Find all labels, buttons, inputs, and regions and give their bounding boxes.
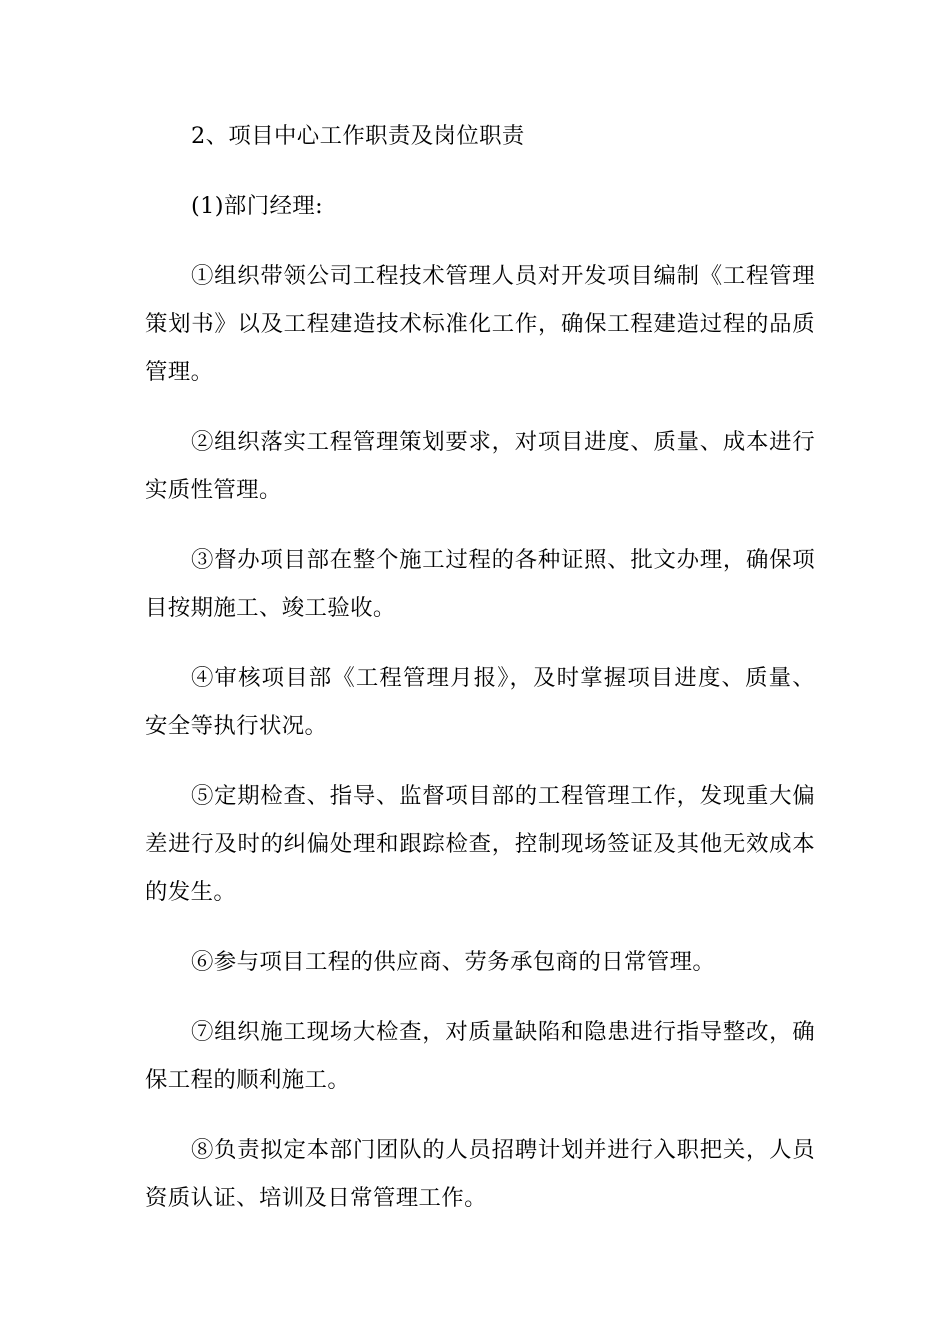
duty-item-3: ③督办项目部在整个施工过程的各种证照、批文办理，确保项目按期施工、竣工验收。 (145, 547, 815, 621)
duty-item-7: ⑦组织施工现场大检查，对质量缺陷和隐患进行指导整改，确保工程的顺利施工。 (145, 1019, 815, 1093)
duty-item-4: ④审核项目部《工程管理月报》，及时掌握项目进度、质量、安全等执行状况。 (145, 665, 815, 739)
document-body (145, 112, 815, 1244)
section-heading: 2、项目中心工作职责及岗位职责 (191, 123, 525, 149)
duty-item-8: ⑧负责拟定本部门团队的人员招聘计划并进行入职把关，人员资质认证、培训及日常管理工作。 (145, 1137, 815, 1211)
duty-item-2: ②组织落实工程管理策划要求，对项目进度、质量、成本进行实质性管理。 (145, 429, 815, 503)
role-subheading: (1)部门经理: (191, 193, 324, 219)
duty-item-5: ⑤定期检查、指导、监督项目部的工程管理工作，发现重大偏差进行及时的纠偏处理和跟踪检查，控制现场签证及其他无效成本的发生。 (145, 783, 815, 905)
duty-item-6: ⑥参与项目工程的供应商、劳务承包商的日常管理。 (191, 949, 716, 975)
duty-item-1: ①组织带领公司工程技术管理人员对开发项目编制《工程管理策划书》以及工程建造技术标准化工作，确保工程建造过程的品质管理。 (145, 263, 815, 385)
